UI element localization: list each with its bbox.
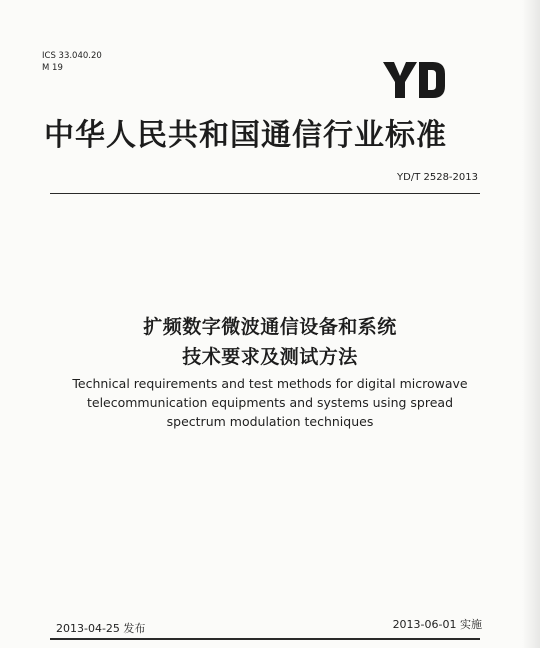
ics-code: ICS 33.040.20 xyxy=(42,51,102,61)
title-en-line: spectrum modulation techniques xyxy=(166,414,374,429)
classification-codes xyxy=(42,50,102,74)
title-en xyxy=(0,374,540,431)
title-en-line: telecommunication equipments and systems using spread xyxy=(86,395,454,410)
industry-title: 中华人民共和国通信行业标准 xyxy=(44,118,447,153)
title-zh-line1: 扩频数字微波通信设备和系统 xyxy=(143,316,397,338)
title-en-line: Technical requirements and test methods for digital microwave xyxy=(72,376,468,391)
title-zh-line2: 技术要求及测试方法 xyxy=(182,346,358,368)
yd-logo xyxy=(383,60,445,100)
issue-date: 2013-04-25 发布 xyxy=(56,622,146,635)
header-rule xyxy=(50,193,480,194)
standard-number: YD/T 2528-2013 xyxy=(397,172,478,183)
implement-date: 2013-06-01 实施 xyxy=(392,618,482,631)
class-code: M 19 xyxy=(42,63,63,73)
footer-rule xyxy=(50,638,480,640)
